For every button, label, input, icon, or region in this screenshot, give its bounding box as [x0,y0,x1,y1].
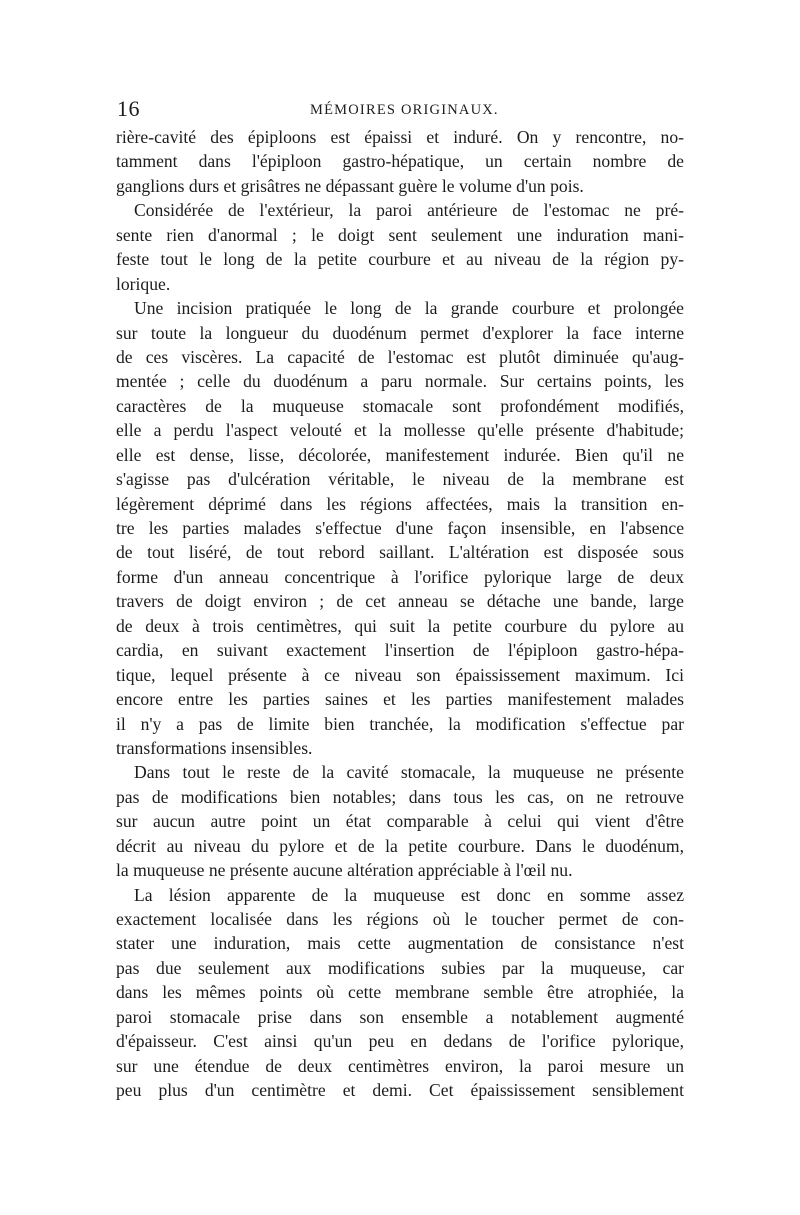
text-line: s'agisse pas d'ulcération véritable, le niveau de la membrane est [116,469,684,490]
text-line: elle est dense, lisse, décolorée, manifestement indurée. Bien qu'il ne [116,444,684,465]
text-line: tamment dans l'épiploon gastro-hépatique, un certain nombre de [116,151,684,172]
text-line: paroi stomacale prise dans son ensemble a notablement augmenté [116,1006,684,1027]
text-line: la muqueuse ne présente aucune altération appréciable à l'œil nu. [116,860,573,881]
page-header [115,96,685,124]
text-line: sur toute la longueur du duodénum permet d'explorer la face interne [116,322,684,343]
text-line: elle a perdu l'aspect velouté et la mollesse qu'elle présente d'habitude; [116,420,684,441]
text-line: il n'y a pas de limite bien tranchée, la modification s'effectue par [116,713,684,734]
text-line: sur aucun autre point un état comparable à celui qui vient d'être [116,811,684,832]
text-line: travers de doigt environ ; de cet anneau se détache une bande, large [116,591,684,612]
text-line: encore entre les parties saines et les parties manifestement malades [116,689,684,710]
text-line: de deux à trois centimètres, qui suit la petite courbure du pylore au [116,615,684,636]
text-line: ganglions durs et grisâtres ne dépassant guère le volume d'un pois. [116,175,584,196]
body-text [116,125,684,1103]
page-number: 16 [117,96,140,121]
text-line: sente rien d'anormal ; le doigt sent seulement une induration mani- [116,224,684,245]
text-line: de ces viscères. La capacité de l'estomac est plutôt diminuée qu'aug- [116,346,684,367]
text-line: stater une induration, mais cette augmentation de consistance n'est [116,933,684,954]
text-line: décrit au niveau du pylore et de la petite courbure. Dans le duodénum, [116,835,684,856]
text-line: peu plus d'un centimètre et demi. Cet épaississement sensiblement [116,1080,684,1101]
text-line: rière-cavité des épiploons est épaissi et induré. On y rencontre, no- [116,127,684,147]
text-line: mentée ; celle du duodénum a paru normale. Sur certains points, les [116,371,684,392]
text-line: tre les parties malades s'effectue d'une façon insensible, en l'absence [116,518,684,538]
paragraph-start-line: La lésion apparente de la muqueuse est donc en somme assez [134,884,684,905]
paragraph-start-line: Considérée de l'extérieur, la paroi antérieure de l'estomac ne pré- [134,200,684,221]
text-line: dans les mêmes points où cette membrane semble être atrophiée, la [116,982,684,1003]
text-line: caractères de la muqueuse stomacale sont profondément modifiés, [116,395,684,416]
paragraph-start-line: Dans tout le reste de la cavité stomacale, la muqueuse ne présente [134,762,684,783]
text-line: pas due seulement aux modifications subies par la muqueuse, car [116,957,684,978]
text-line: pas de modifications bien notables; dans tous les cas, on ne retrouve [116,786,684,807]
text-line: cardia, en suivant exactement l'insertion de l'épiploon gastro-hépa- [116,640,684,661]
text-line: exactement localisée dans les régions où le toucher permet de con- [116,909,684,929]
running-head: MÉMOIRES ORIGINAUX. [310,102,499,118]
text-line: transformations insensibles. [116,737,313,758]
text-line: légèrement déprimé dans les régions affectées, mais la transition en- [116,493,684,514]
text-line: sur une étendue de deux centimètres environ, la paroi mesure un [116,1055,684,1076]
text-line: de tout liséré, de tout rebord saillant. L'altération est disposée sous [116,542,684,563]
text-line: forme d'un anneau concentrique à l'orifice pylorique large de deux [116,566,684,587]
text-line: d'épaisseur. C'est ainsi qu'un peu en dedans de l'orifice pylorique, [116,1031,684,1052]
text-line: lorique. [116,273,171,294]
text-line: feste tout le long de la petite courbure et au niveau de la région py- [116,249,684,270]
paragraph-start-line: Une incision pratiquée le long de la grande courbure et prolongée [134,298,684,319]
text-line: tique, lequel présente à ce niveau son épaississement maximum. Ici [116,664,684,685]
